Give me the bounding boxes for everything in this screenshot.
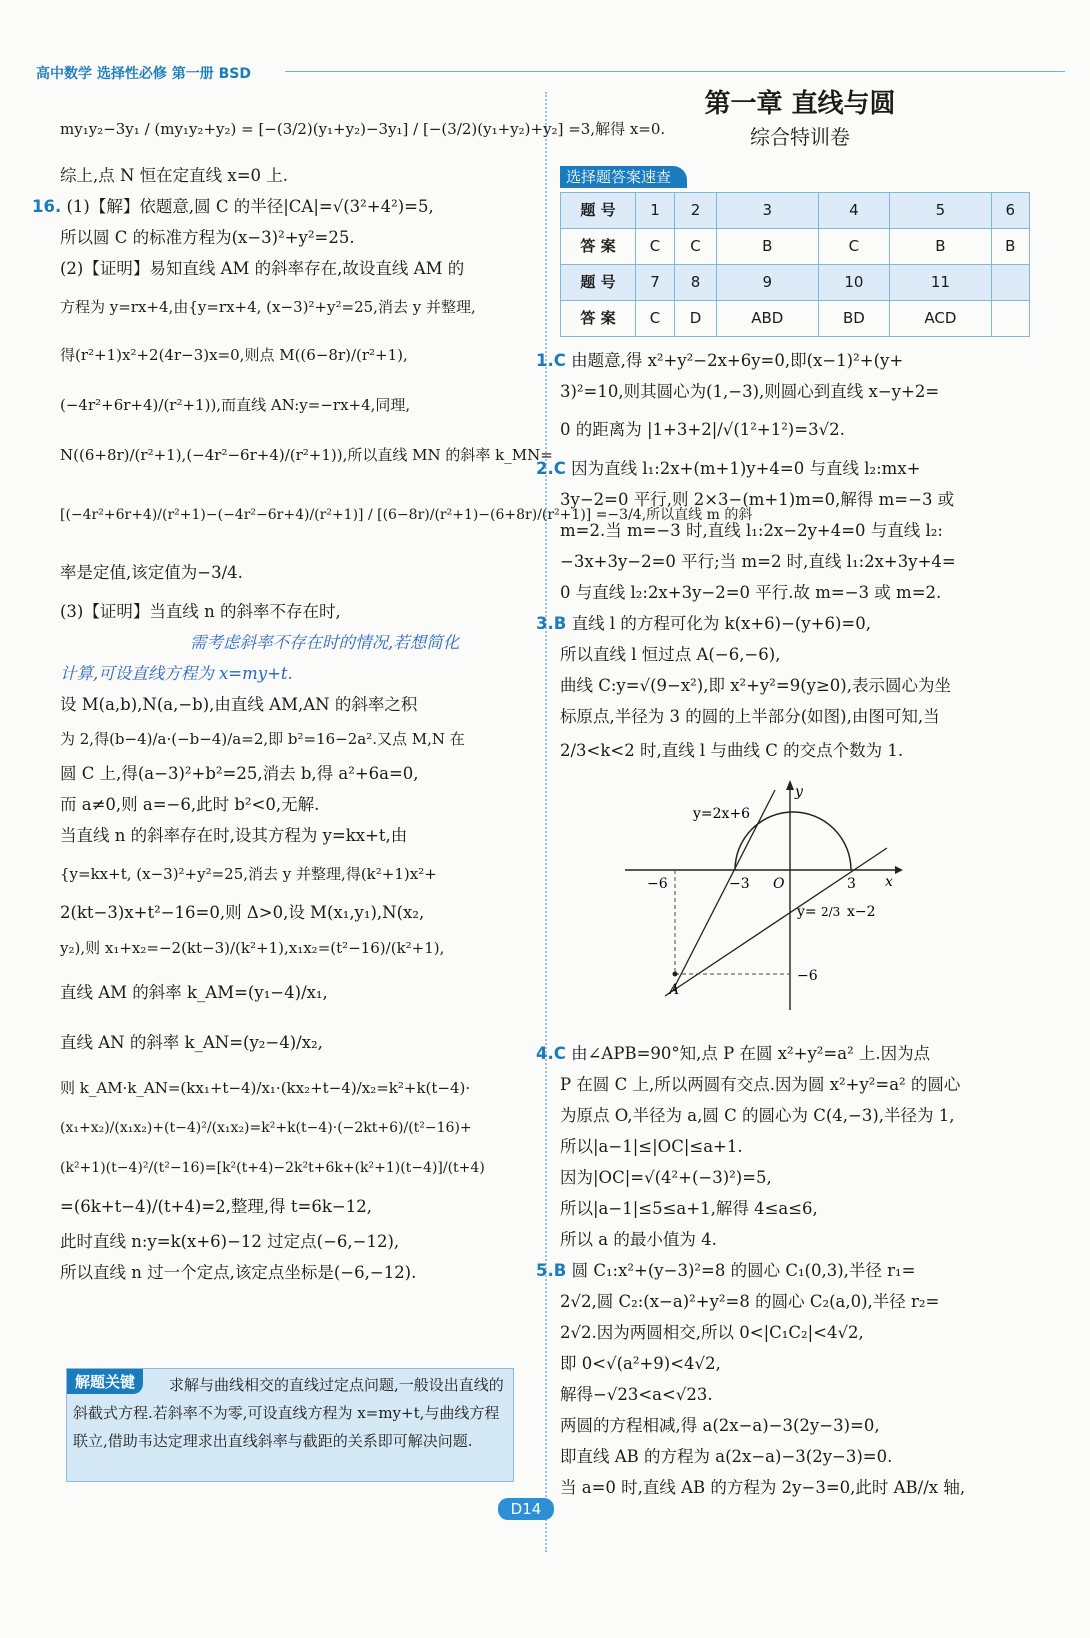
text-line: 由∠APB=90°知,点 P 在圆 x²+y²=a² 上.因为点 bbox=[571, 1044, 931, 1063]
text-line: 圆 C 上,得(a−3)²+b²=25,消去 b,得 a²+6a=0, bbox=[60, 764, 419, 783]
text-line: 则 k_AM·k_AN=(kx₁+t−4)/x₁·(kx₂+t−4)/x₂=k²+k(t−4)· bbox=[60, 1079, 471, 1097]
text-line: 因为|OC|=√(4²+(−3)²)=5, bbox=[560, 1168, 772, 1187]
text-line: [(−4r²+6r+4)/(r²+1)−(−4r²−6r+4)/(r²+1)] / [(6−8r)/(r²+1)−(6+8r)/(r²+1)] =−3/4,所以直线 m 的斜 bbox=[60, 507, 753, 523]
table-cell: 10 bbox=[818, 265, 890, 301]
chapter-title: 第一章 直线与圆 bbox=[704, 89, 896, 119]
semicircle-curve bbox=[735, 812, 851, 870]
origin-label: O bbox=[773, 876, 785, 892]
text-line: 当直线 n 的斜率存在时,设其方程为 y=kx+t,由 bbox=[60, 826, 408, 845]
text-line: 依题意,圆 C 的半径|CA|=√(3²+4²)=5, bbox=[139, 197, 434, 216]
table-cell: 3 bbox=[717, 193, 818, 229]
text-line: =(6k+t−4)/(t+4)=2,整理,得 t=6k−12, bbox=[60, 1197, 372, 1216]
table-cell: 1 bbox=[636, 193, 675, 229]
text-line: 得(r²+1)x²+2(4r−3)x=0,则点 M((6−8r)/(r²+1), bbox=[60, 346, 408, 364]
question-number: 16. bbox=[32, 197, 62, 216]
text-line: 解得−√23<a<√23. bbox=[560, 1385, 713, 1404]
x-axis-arrow bbox=[895, 866, 903, 874]
page-number-badge: D14 bbox=[498, 1498, 554, 1520]
text-line: 所以直线 n 过一个定点,该定点坐标是(−6,−12). bbox=[60, 1263, 417, 1282]
text-line: m=2.当 m=−3 时,直线 l₁:2x−2y+4=0 与直线 l₂: bbox=[560, 521, 943, 540]
text-line: 2√2.因为两圆相交,所以 0<|C₁C₂|<4√2, bbox=[560, 1323, 864, 1342]
text-line: 直线 AM 的斜率 k_AM=(y₁−4)/x₁, bbox=[60, 983, 328, 1002]
text-line: 为 2,得(b−4)/a·(−b−4)/a=2,即 b²=16−2a².又点 M,N 在 bbox=[60, 730, 465, 748]
text-line: 设 M(a,b),N(a,−b),由直线 AM,AN 的斜率之积 bbox=[60, 695, 418, 714]
table-cell: 8 bbox=[674, 265, 716, 301]
line1-label: y=2x+6 bbox=[693, 806, 751, 822]
text-line: 因为直线 l₁:2x+(m+1)y+4=0 与直线 l₂:mx+ bbox=[571, 459, 921, 478]
table-cell: B bbox=[890, 229, 991, 265]
answer-number: 4.C bbox=[536, 1044, 566, 1063]
table-row bbox=[561, 301, 1030, 337]
text-line: {y=kx+t, (x−3)²+y²=25,消去 y 并整理,得(k²+1)x²+ bbox=[60, 865, 437, 883]
answer-item-2 bbox=[536, 453, 1040, 608]
answer-number: 5.B bbox=[536, 1261, 567, 1280]
answer-table bbox=[560, 192, 1030, 337]
table-cell: C bbox=[636, 229, 675, 265]
text-line: 曲线 C:y=√(9−x²),即 x²+y²=9(y≥0),表示圆心为坐 bbox=[560, 676, 951, 695]
table-cell: C bbox=[636, 301, 675, 337]
text-line: −3x+3y−2=0 平行;当 m=2 时,直线 l₁:2x+3y+4= bbox=[560, 552, 956, 571]
table-header-cell: 答 案 bbox=[561, 301, 636, 337]
tick-label-y-neg6: −6 bbox=[797, 968, 818, 984]
text-line: 率是定值,该定值为−3/4. bbox=[60, 563, 243, 582]
tick-label-neg6: −6 bbox=[647, 876, 668, 892]
answer-item-1 bbox=[536, 345, 1040, 453]
handwritten-note: 计算,可设直线方程为 x=my+t. bbox=[60, 664, 293, 683]
table-cell: 5 bbox=[890, 193, 991, 229]
part-label: (1)【解】 bbox=[66, 197, 140, 216]
text-line: 由题意,得 x²+y²−2x+6y=0,即(x−1)²+(y+ bbox=[571, 351, 904, 370]
line2-label-fraction: 2/3 bbox=[821, 905, 841, 919]
text-line: 即直线 AB 的方程为 a(2x−a)−3(2y−3)=0. bbox=[560, 1447, 893, 1466]
text-line: (k²+1)(t−4)²/(t²−16)=[k²(t+4)−2k²t+6k+(k²+1)(t−4)]/(t+4) bbox=[60, 1160, 485, 1176]
header-rule bbox=[285, 71, 1065, 72]
table-cell: 4 bbox=[818, 193, 890, 229]
key-points-text: 求解与曲线相交的直线过定点问题,一般设出直线的斜截式方程.若斜率不为零,可设直线方程为 x=my+t,与曲线方程联立,借助韦达定理求出直线斜率与截距的关系即可解决问题. bbox=[73, 1376, 504, 1450]
text-line: (2)【证明】易知直线 AM 的斜率存在,故设直线 AM 的 bbox=[60, 259, 465, 278]
text-line: 3)²=10,则其圆心为(1,−3),则圆心到直线 x−y+2= bbox=[560, 382, 940, 401]
table-row bbox=[561, 265, 1030, 301]
line2-label-prefix: y= bbox=[797, 904, 817, 920]
text-line: 0 的距离为 |1+3+2|/√(1²+1²)=3√2. bbox=[560, 420, 845, 439]
text-line: 综上,点 N 恒在定直线 x=0 上. bbox=[60, 166, 289, 185]
table-cell: D bbox=[674, 301, 716, 337]
key-points-box bbox=[66, 1368, 514, 1482]
text-line: 所以圆 C 的标准方程为(x−3)²+y²=25. bbox=[60, 228, 355, 247]
text-line: 当 a=0 时,直线 AB 的方程为 2y−3=0,此时 AB//x 轴, bbox=[560, 1478, 966, 1497]
table-cell: 2 bbox=[674, 193, 716, 229]
answer-table-tag: 选择题答案速查 bbox=[560, 166, 687, 188]
answer-item-5 bbox=[536, 1255, 1040, 1503]
table-cell: BD bbox=[818, 301, 890, 337]
table-cell: C bbox=[674, 229, 716, 265]
table-cell: C bbox=[818, 229, 890, 265]
answer-number: 1.C bbox=[536, 351, 566, 370]
text-line: 2√2,圆 C₂:(x−a)²+y²=8 的圆心 C₂(a,0),半径 r₂= bbox=[560, 1292, 940, 1311]
table-row bbox=[561, 193, 1030, 229]
x-axis-label: x bbox=[885, 874, 893, 890]
tick-label-neg3: −3 bbox=[729, 876, 750, 892]
text-line: 2/3<k<2 时,直线 l 与曲线 C 的交点个数为 1. bbox=[560, 741, 904, 760]
text-line: my₁y₂−3y₁ / (my₁y₂+y₂) = [−(3/2)(y₁+y₂)−3y₁] / [−(3/2)(y₁+y₂)+y₂] =3,解得 x=0. bbox=[60, 120, 666, 138]
question-16 bbox=[32, 191, 530, 222]
line2-label-suffix: x−2 bbox=[847, 904, 876, 920]
table-cell: B bbox=[717, 229, 818, 265]
text-line: 2(kt−3)x+t²−16=0,则 Δ>0,设 M(x₁,y₁),N(x₂, bbox=[60, 903, 425, 922]
header-title: 高中数学 选择性必修 第一册 BSD bbox=[36, 66, 251, 82]
text-line: P 在圆 C 上,所以两圆有交点.因为圆 x²+y²=a² 的圆心 bbox=[560, 1075, 961, 1094]
table-cell bbox=[991, 265, 1029, 301]
key-points-tag: 解题关键 bbox=[67, 1369, 143, 1394]
text-line: 所以 a 的最小值为 4. bbox=[560, 1230, 717, 1249]
table-header-cell: 题 号 bbox=[561, 265, 636, 301]
text-line: 直线 AN 的斜率 k_AN=(y₂−4)/x₂, bbox=[60, 1033, 323, 1052]
text-line: 两圆的方程相减,得 a(2x−a)−3(2y−3)=0, bbox=[560, 1416, 880, 1435]
text-line: 即 0<√(a²+9)<4√2, bbox=[560, 1354, 721, 1373]
tick-label-3: 3 bbox=[847, 876, 856, 892]
text-line: 方程为 y=rx+4,由{y=rx+4, (x−3)²+y²=25,消去 y 并整理, bbox=[60, 298, 476, 316]
text-line: 直线 l 的方程可化为 k(x+6)−(y+6)=0, bbox=[571, 614, 872, 633]
coordinate-graph bbox=[625, 778, 905, 1010]
answer-number: 3.B bbox=[536, 614, 567, 633]
table-row bbox=[561, 229, 1030, 265]
text-line: 为原点 O,半径为 a,圆 C 的圆心为 C(4,−3),半径为 1, bbox=[560, 1106, 955, 1125]
table-cell: 9 bbox=[717, 265, 818, 301]
text-line: 而 a≠0,则 a=−6,此时 b²<0,无解. bbox=[60, 795, 320, 814]
text-line: 所以|a−1|≤5≤a+1,解得 4≤a≤6, bbox=[560, 1199, 818, 1218]
table-header-cell: 题 号 bbox=[561, 193, 636, 229]
table-header-cell: 答 案 bbox=[561, 229, 636, 265]
answer-item-3 bbox=[536, 608, 1040, 770]
table-cell: 11 bbox=[890, 265, 991, 301]
text-line: N((6+8r)/(r²+1),(−4r²−6r+4)/(r²+1)),所以直线 MN 的斜率 k_MN= bbox=[60, 446, 553, 464]
chapter-subtitle: 综合特训卷 bbox=[750, 125, 850, 149]
text-line: y₂),则 x₁+x₂=−2(kt−3)/(k²+1),x₁x₂=(t²−16)/(k²+1), bbox=[60, 939, 445, 957]
answer-number: 2.C bbox=[536, 459, 566, 478]
y-axis-label: y bbox=[795, 784, 803, 800]
text-line: 3y−2=0 平行,则 2×3−(m+1)m=0,解得 m=−3 或 bbox=[560, 490, 955, 509]
text-line: (3)【证明】当直线 n 的斜率不存在时, bbox=[60, 602, 341, 621]
text-line: 此时直线 n:y=k(x+6)−12 过定点(−6,−12), bbox=[60, 1232, 400, 1251]
text-line: 标原点,半径为 3 的圆的上半部分(如图),由图可知,当 bbox=[560, 707, 940, 726]
text-line: (x₁+x₂)/(x₁x₂)+(t−4)²/(x₁x₂)=k²+k(t−4)·(−2kt+6)/(t²−16)+ bbox=[60, 1120, 472, 1136]
text-line: 所以直线 l 恒过点 A(−6,−6), bbox=[560, 645, 781, 664]
point-a-label: A bbox=[669, 982, 680, 998]
handwritten-note: 需考虑斜率不存在时的情况,若想简化 bbox=[190, 633, 460, 652]
table-cell: 6 bbox=[991, 193, 1029, 229]
y-axis-arrow bbox=[786, 780, 794, 790]
text-line: (−4r²+6r+4)/(r²+1)),而直线 AN:y=−rx+4,同理, bbox=[60, 396, 411, 414]
point-a bbox=[673, 972, 678, 977]
answer-item-4 bbox=[536, 1038, 1040, 1255]
table-cell: ACD bbox=[890, 301, 991, 337]
text-line: 圆 C₁:x²+(y−3)²=8 的圆心 C₁(0,3),半径 r₁= bbox=[571, 1261, 916, 1280]
table-cell: B bbox=[991, 229, 1029, 265]
table-cell: ABD bbox=[717, 301, 818, 337]
table-cell bbox=[991, 301, 1029, 337]
text-line: 所以|a−1|≤|OC|≤a+1. bbox=[560, 1137, 743, 1156]
table-cell: 7 bbox=[636, 265, 675, 301]
text-line: 0 与直线 l₂:2x+3y−2=0 平行.故 m=−3 或 m=2. bbox=[560, 583, 942, 602]
